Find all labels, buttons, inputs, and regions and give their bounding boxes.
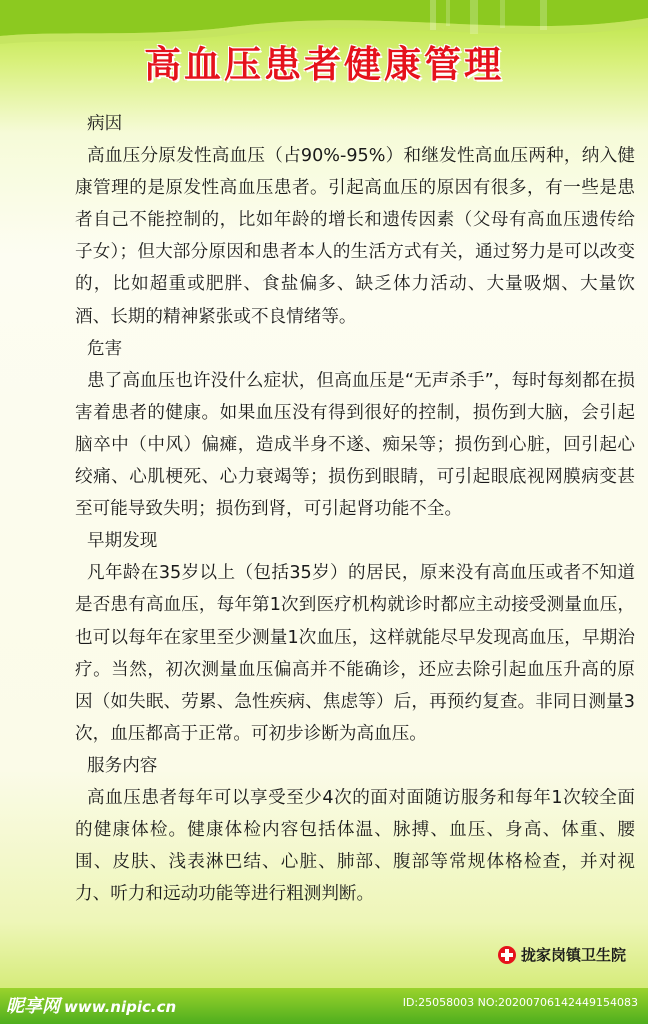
watermark-brand: 昵享网 xyxy=(6,996,60,1017)
section-cause xyxy=(75,108,635,333)
section-paragraph: 凡年龄在35岁以上（包括35岁）的居民，原来没有高血压或者不知道是否患有高血压，每年第1次到医疗机构就诊时都应主动接受测量血压，也可以每年在家里至少测量1次血压，这样就能尽早发现高血压，早期治疗。当然，初次测量血压偏高并不能确诊，还应去除引起血压升高的原因（如失眠、劳累、急性疾病、焦虑等）后，再预约复查。非同日测量3次，血压都高于正常。可初步诊断为高血压。 xyxy=(75,563,635,744)
watermark-logo xyxy=(6,992,176,1018)
section-heading: 早期发现 xyxy=(87,531,158,552)
article-body xyxy=(75,108,635,910)
red-cross-icon xyxy=(497,945,517,965)
section-paragraph: 高血压分原发性高血压（占90%-95%）和继发性高血压两种，纳入健康管理的是原发性高血压患者。引起高血压的原因有很多，有一些是患者自己不能控制的，比如年龄的增长和遗传因素（父母有高血压遗传给子女）；但大部分原因和患者本人的生活方式有关，通过努力是可以改变的，比如超重或肥胖、食盐偏多、缺乏体力活动、大量吸烟、大量饮酒、长期的精神紧张或不良情绪等。 xyxy=(75,146,635,327)
organization-name: 拢家岗镇卫生院 xyxy=(520,946,626,964)
section-early-detection xyxy=(75,525,635,750)
section-heading: 病因 xyxy=(87,114,123,134)
section-heading: 服务内容 xyxy=(87,755,158,776)
watermark-id: ID:25058003 NO:20200706142449154083 xyxy=(402,996,638,1009)
footer-organization xyxy=(497,944,626,965)
section-paragraph: 患了高血压也许没什么症状，但高血压是“无声杀手”，每时每刻都在损害着患者的健康。如果血压没有得到很好的控制，损伤到大脑，会引起脑卒中（中风）偏瘫，造成半身不遂、痴呆等；损伤到心脏，回引起心绞痛、心肌梗死、心力衰竭等；损伤到眼睛，可引起眼底视网膜病变甚至可能导致失明；损伤到肾，可引起肾功能不全。 xyxy=(75,370,635,520)
section-harm xyxy=(75,333,635,526)
section-heading: 危害 xyxy=(87,338,123,359)
page-title: 高血压患者健康管理 xyxy=(144,42,504,86)
section-services xyxy=(75,750,635,910)
watermark-url: www.nipic.cn xyxy=(64,998,177,1016)
section-paragraph: 高血压患者每年可以享受至少4次的面对面随访服务和每年1次较全面的健康体检。健康体检内容包括体温、脉搏、血压、身高、体重、腰围、皮肤、浅表淋巴结、心脏、肺部、腹部等常规体格检查，并对视力、听力和远动功能等进行粗测判断。 xyxy=(75,787,635,905)
